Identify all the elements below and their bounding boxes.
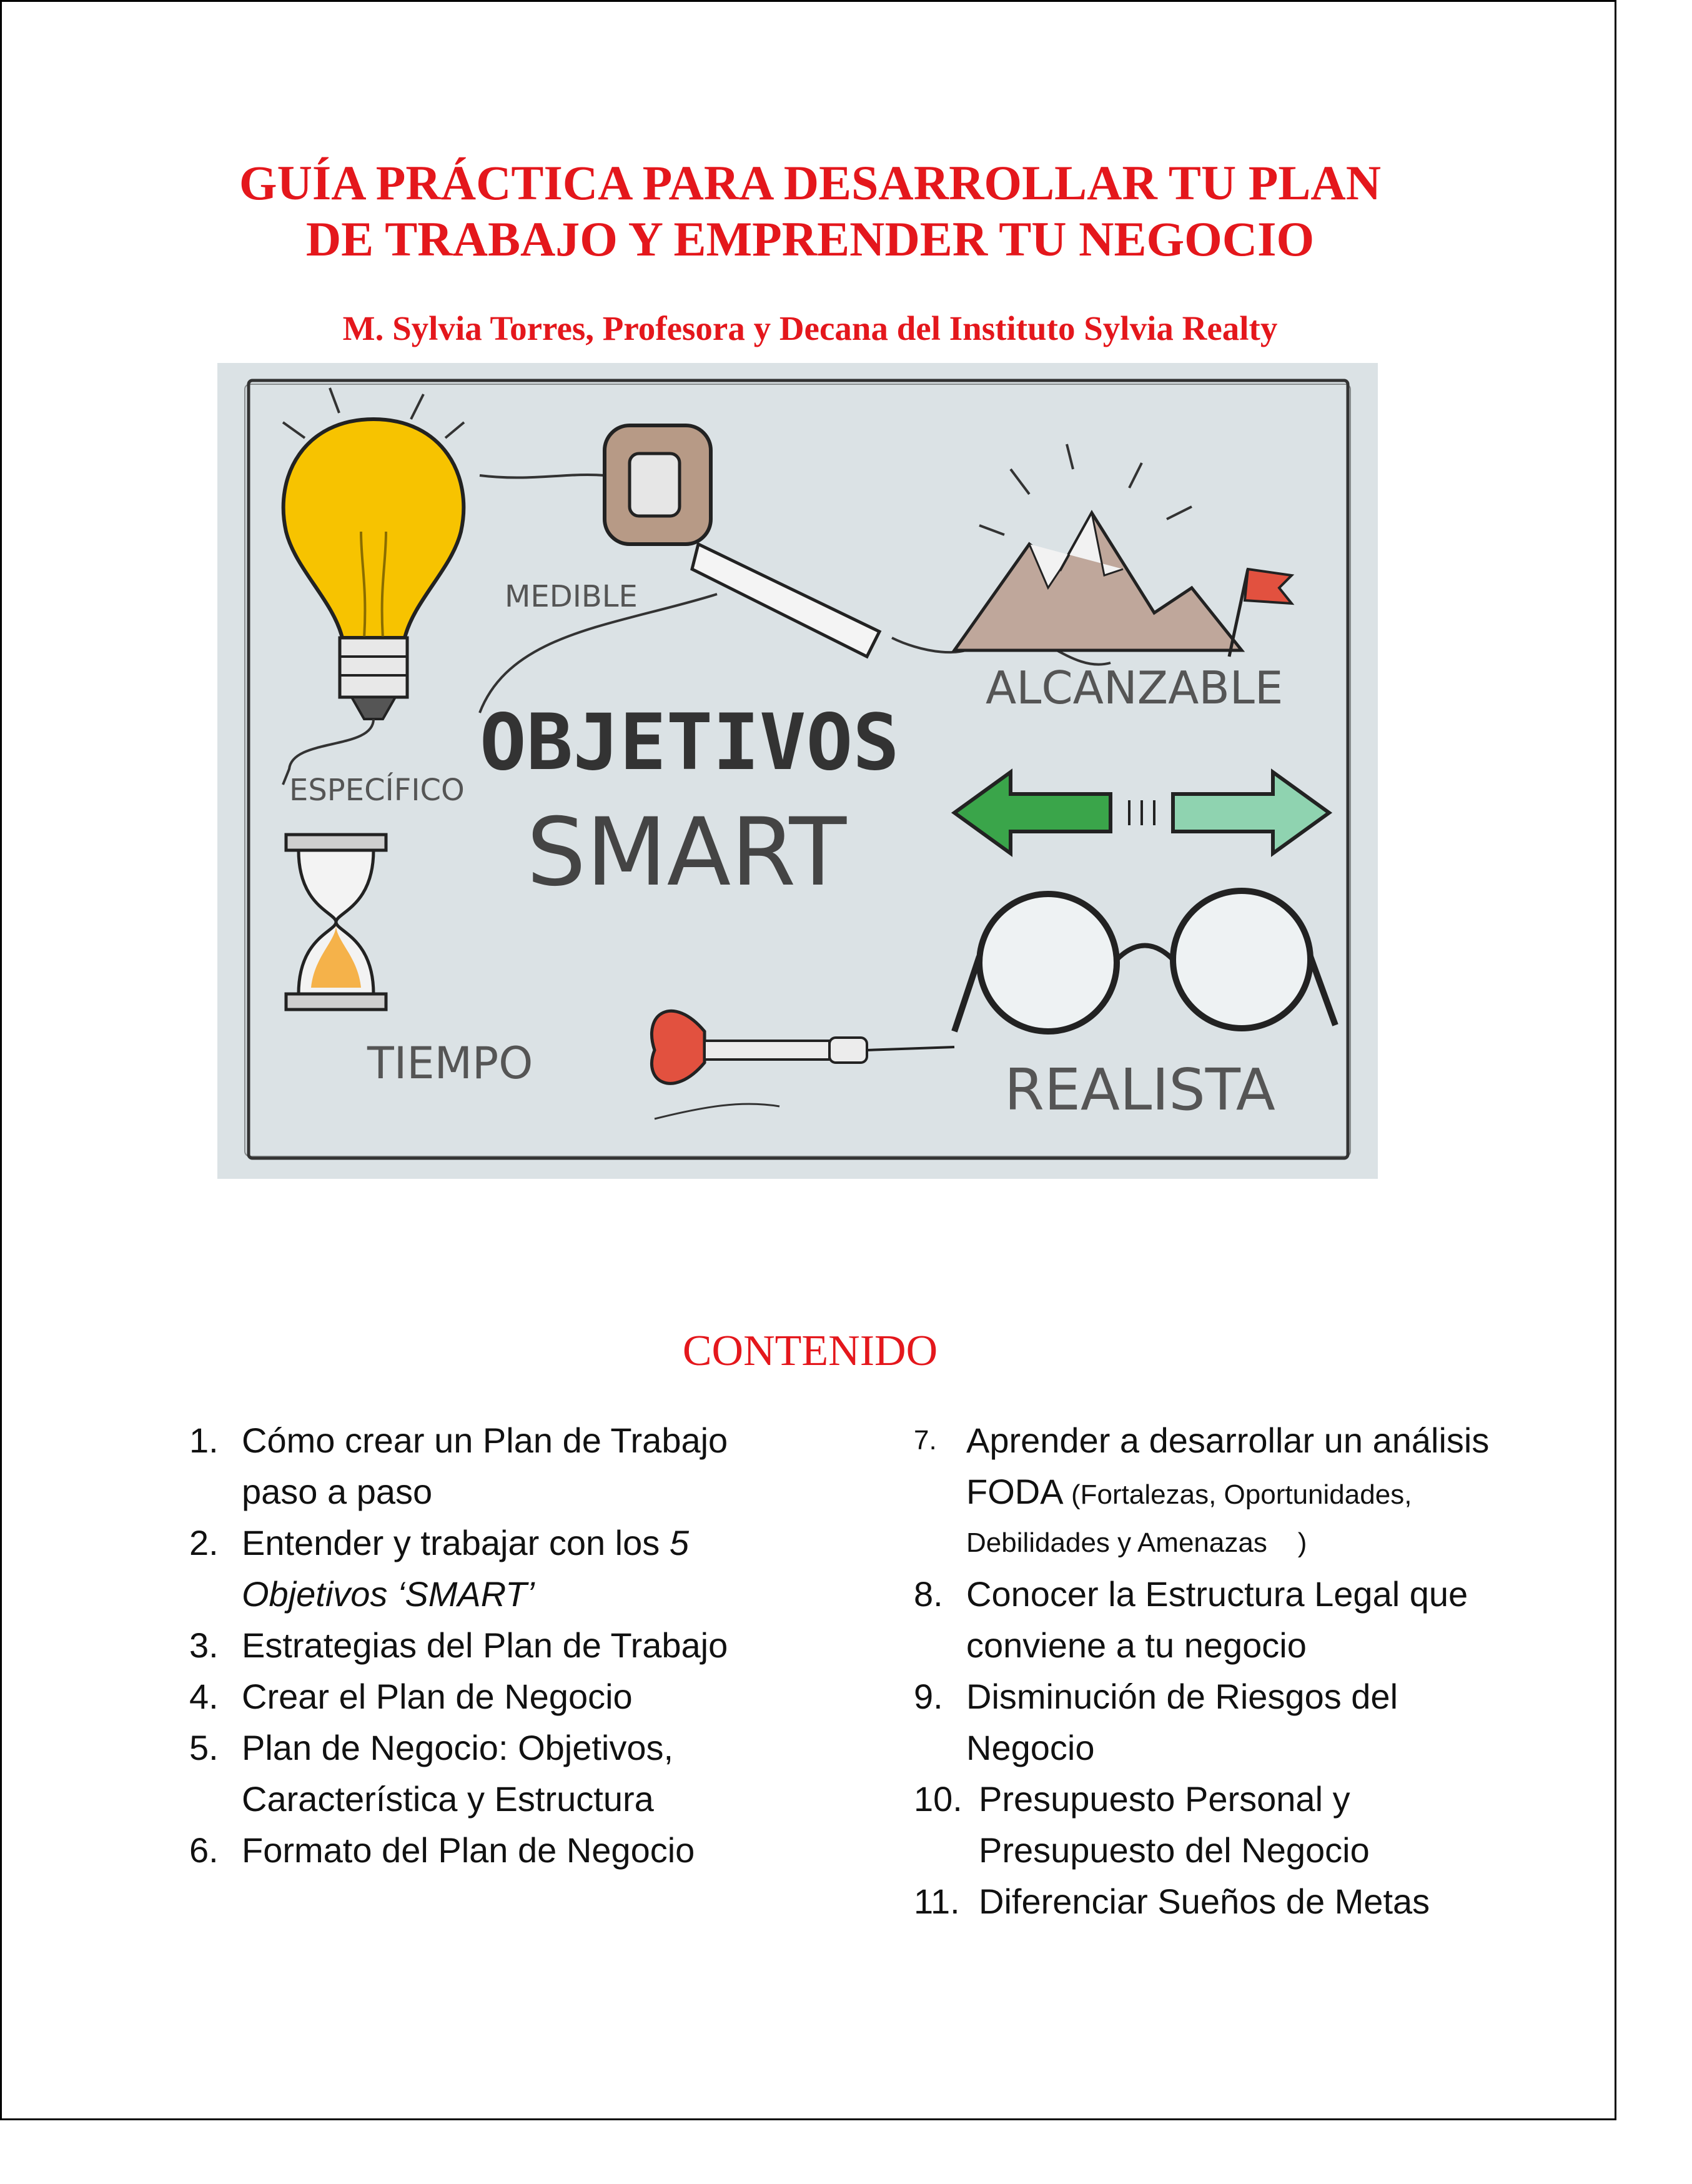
item-number: 9. bbox=[914, 1677, 943, 1716]
item-text: Disminución de Riesgos del bbox=[966, 1677, 1398, 1716]
item-number: 7. bbox=[914, 1425, 937, 1456]
item-number: 2. bbox=[189, 1523, 219, 1562]
smart-objectives-illustration bbox=[217, 363, 1378, 1179]
item-text: FODA (Fortalezas, Oportunidades, bbox=[966, 1472, 1412, 1511]
item-number: 5. bbox=[189, 1728, 219, 1767]
item-number: 6. bbox=[189, 1830, 219, 1870]
item-text: Presupuesto del Negocio bbox=[979, 1830, 1370, 1870]
label-especifico: ESPECÍFICO bbox=[289, 773, 465, 808]
arrows-icon bbox=[954, 772, 1329, 853]
mountain-flag-icon bbox=[954, 444, 1292, 657]
item-text: Aprender a desarrollar un análisis bbox=[966, 1421, 1490, 1460]
item-text: Estrategias del Plan de Trabajo bbox=[242, 1626, 728, 1665]
item-text: Entender y trabajar con los 5 bbox=[242, 1523, 689, 1562]
title-line-2: DE TRABAJO Y EMPRENDER TU NEGOCIO bbox=[305, 212, 1315, 266]
dart-icon bbox=[651, 1011, 954, 1119]
item-number: 10. bbox=[914, 1779, 962, 1819]
item-text: Objetivos ‘SMART’ bbox=[242, 1574, 535, 1614]
item-number: 8. bbox=[914, 1574, 943, 1614]
item-number: 1. bbox=[189, 1421, 219, 1460]
item-number: 4. bbox=[189, 1677, 219, 1716]
item-text: Negocio bbox=[966, 1728, 1095, 1767]
contents-heading: CONTENIDO bbox=[682, 1327, 938, 1375]
author-line: M. Sylvia Torres, Profesora y Decana del Instituto Sylvia Realty bbox=[342, 309, 1278, 347]
item-text: paso a paso bbox=[242, 1472, 433, 1511]
item-text: Cómo crear un Plan de Trabajo bbox=[242, 1421, 728, 1460]
glasses-icon bbox=[954, 891, 1335, 1031]
item-text: Conocer la Estructura Legal que bbox=[966, 1574, 1468, 1614]
label-tiempo: TIEMPO bbox=[367, 1038, 533, 1089]
item-text: Presupuesto Personal y bbox=[979, 1779, 1350, 1819]
item-number: 3. bbox=[189, 1626, 219, 1665]
hourglass-icon bbox=[286, 835, 386, 1010]
item-text: Crear el Plan de Negocio bbox=[242, 1677, 633, 1716]
item-text: Plan de Negocio: Objetivos, bbox=[242, 1728, 674, 1767]
label-objetivos: OBJETIVOS bbox=[480, 698, 899, 788]
lightbulb-icon bbox=[283, 388, 464, 785]
label-medible: MEDIBLE bbox=[505, 579, 638, 614]
item-text: Característica y Estructura bbox=[242, 1779, 654, 1819]
item-text: conviene a tu negocio bbox=[966, 1626, 1307, 1665]
item-text: Formato del Plan de Negocio bbox=[242, 1830, 695, 1870]
item-text: Debilidades y Amenazas ) bbox=[966, 1527, 1307, 1558]
label-alcanzable: ALCANZABLE bbox=[986, 662, 1284, 714]
item-text: Diferenciar Sueños de Metas bbox=[979, 1882, 1430, 1921]
item-number: 11. bbox=[914, 1882, 960, 1921]
label-realista: REALISTA bbox=[1004, 1056, 1275, 1123]
title-line-1: GUÍA PRÁCTICA PARA DESARROLLAR TU PLAN bbox=[239, 156, 1382, 210]
label-smart: SMART bbox=[527, 798, 847, 907]
